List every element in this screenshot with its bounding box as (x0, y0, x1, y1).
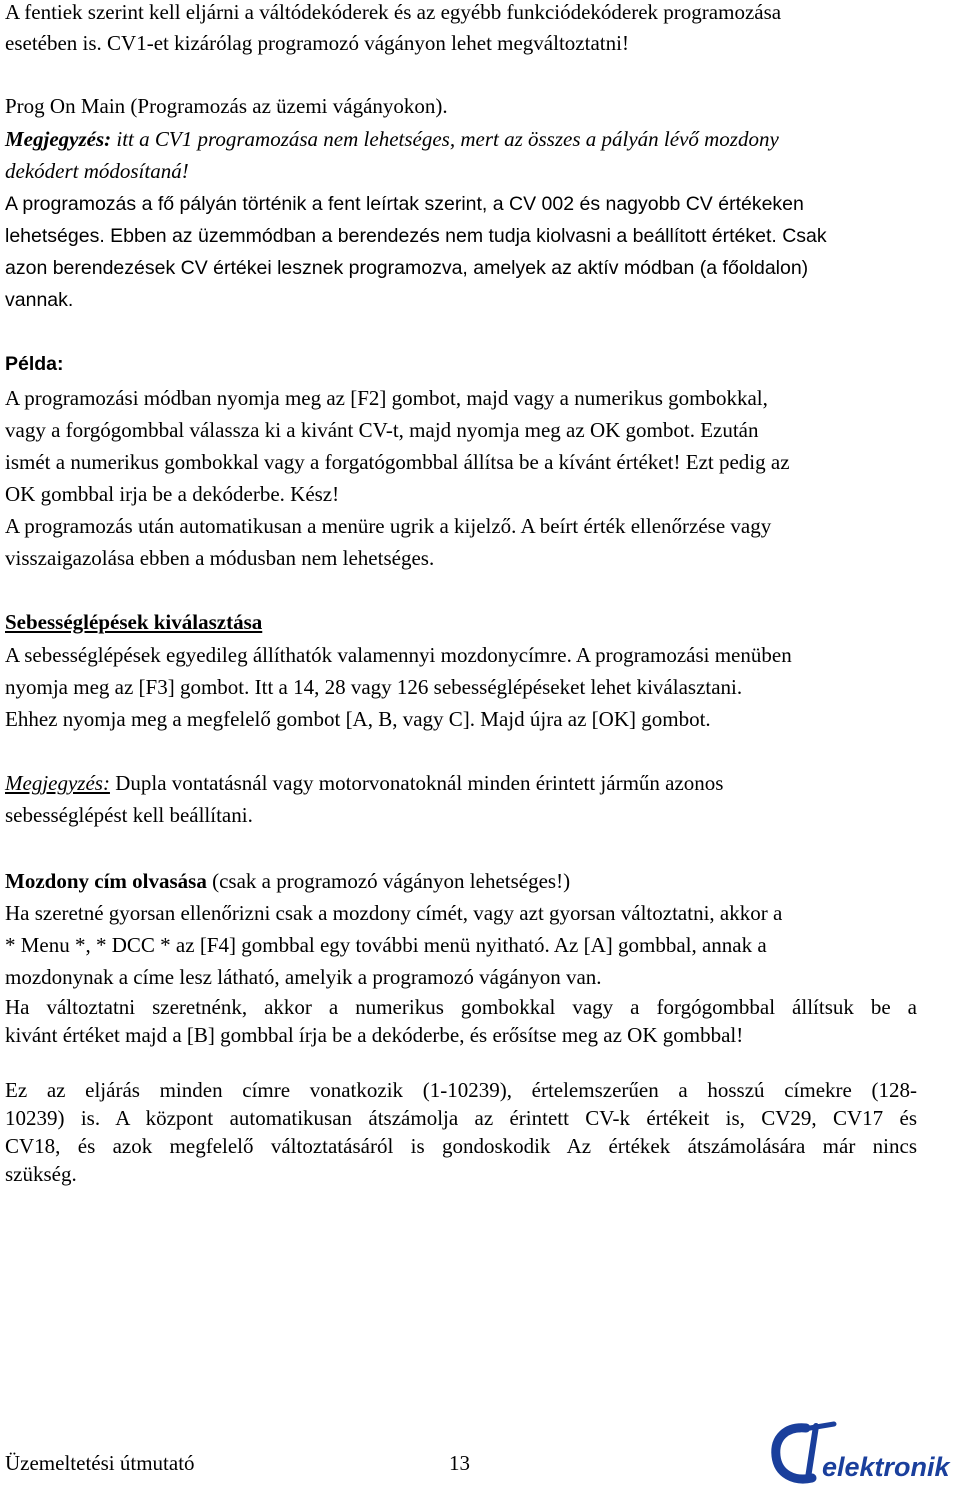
intro-line-2: esetében is. CV1-et kizárólag programozó vágányon lehet megváltoztatni! (5, 31, 629, 55)
example-line-1: A programozási módban nyomja meg az [F2] gombot, majd vagy a numerikus gombokkal, (5, 386, 768, 410)
note2-label: Megjegyzés: (5, 771, 110, 795)
procedure-line-2: 10239) is. A központ automatikusan átszámolja az érintett CV-k értékeit is, CV29, CV17 és (5, 1106, 917, 1130)
svg-text:elektronik: elektronik (822, 1452, 950, 1482)
note2-line-1 (5, 768, 723, 798)
address-read-line-5: kivánt értéket majd a [B] gombbal írja be a dekóderbe, és erősítse meg az OK gombbal! (5, 1023, 744, 1047)
ctelektronik-logo (768, 1420, 956, 1486)
address-read-heading: Mozdony cím olvasása (5, 869, 207, 893)
procedure-line-1: Ez az eljárás minden címre vonatkozik (1-10239), értelemszerűen a hosszú címekre (128- (5, 1078, 917, 1102)
example-line-6: visszaigazolása ebben a módusban nem lehetséges. (5, 546, 435, 570)
note-text: itt a CV1 programozása nem lehetséges, mert az összes a pályán lévő mozdony (111, 127, 779, 151)
address-read-line-2: * Menu *, * DCC * az [F4] gombbal egy további menü nyitható. Az [A] gombbal, annak a (5, 933, 767, 957)
intro-line-1: A fentiek szerint kell eljárni a váltódekóderek és az egyébb funkciódekóderek programozása (5, 0, 782, 24)
address-read-heading-suffix: (csak a programozó vágányon lehetséges!) (206, 869, 571, 893)
procedure-line-4: szükség. (5, 1162, 77, 1186)
footer-page-number: 13 (449, 1451, 470, 1475)
prog-on-main-body-line-3: azon berendezések CV értékei lesznek programozva, amelyek az aktív módban (a főoldalon) (5, 257, 809, 279)
prog-on-main-body-line-1: A programozás a fő pályán történik a fent leírtak szerint, a CV 002 és nagyobb CV értékeken (5, 193, 804, 215)
speed-steps-line-3: Ehhez nyomja meg a megfelelő gombot [A, B, vagy C]. Majd újra az [OK] gombot. (5, 707, 711, 731)
note-label: Megjegyzés: (5, 127, 112, 151)
prog-on-main-note-line-1 (5, 124, 779, 154)
example-line-5: A programozás után automatikusan a menüre ugrik a kijelző. A beírt érték ellenőrzése vagy (5, 514, 772, 538)
prog-on-main-body-line-4: vannak. (5, 289, 74, 311)
procedure-line-3: CV18, és azok megfelelő változtatásáról is gondoskodik Az értékek átszámolására már nincs (5, 1134, 917, 1158)
prog-on-main-body-line-2: lehetséges. Ebben az üzemmódban a berendezés nem tudja kiolvasni a beállított értéket. Csak (5, 225, 827, 247)
prog-on-main-note-line-2: dekódert módosítaná! (5, 159, 189, 183)
example-line-3: ismét a numerikus gombokkal vagy a forgatógombbal állítsa be a kívánt értéket! Ezt pedig az (5, 450, 790, 474)
note2-line-2: sebességlépést kell beállítani. (5, 803, 253, 827)
speed-steps-line-2: nyomja meg az [F3] gombot. Itt a 14, 28 vagy 126 sebességlépéseket lehet kiválasztani. (5, 675, 743, 699)
prog-on-main-heading: Prog On Main (Programozás az üzemi vágányokon). (5, 94, 448, 118)
address-read-heading-line (5, 866, 570, 896)
speed-steps-line-1: A sebességlépések egyedileg állíthatók valamennyi mozdonycímre. A programozási menüben (5, 643, 792, 667)
note2-text: Dupla vontatásnál vagy motorvonatoknál minden érintett járműn azonos (109, 771, 724, 795)
footer-doc-title: Üzemeltetési útmutató (5, 1451, 195, 1475)
address-read-line-3: mozdonynak a címe lesz látható, amelyik a programozó vágányon van. (5, 965, 602, 989)
example-line-2: vagy a forgógombbal válassza ki a kivánt CV-t, majd nyomja meg az OK gombot. Ezután (5, 418, 759, 442)
speed-steps-heading: Sebességlépések kiválasztása (5, 610, 263, 634)
address-read-line-1: Ha szeretné gyorsan ellenőrizni csak a mozdony címét, vagy azt gyorsan változtatni, akkor a (5, 901, 783, 925)
address-read-line-4: Ha változtatni szeretnénk, akkor a numerikus gombokkal vagy a forgógombbal állítsuk be a (5, 995, 917, 1019)
example-line-4: OK gombbal irja be a dekóderbe. Kész! (5, 482, 340, 506)
example-heading: Példa: (5, 353, 64, 375)
